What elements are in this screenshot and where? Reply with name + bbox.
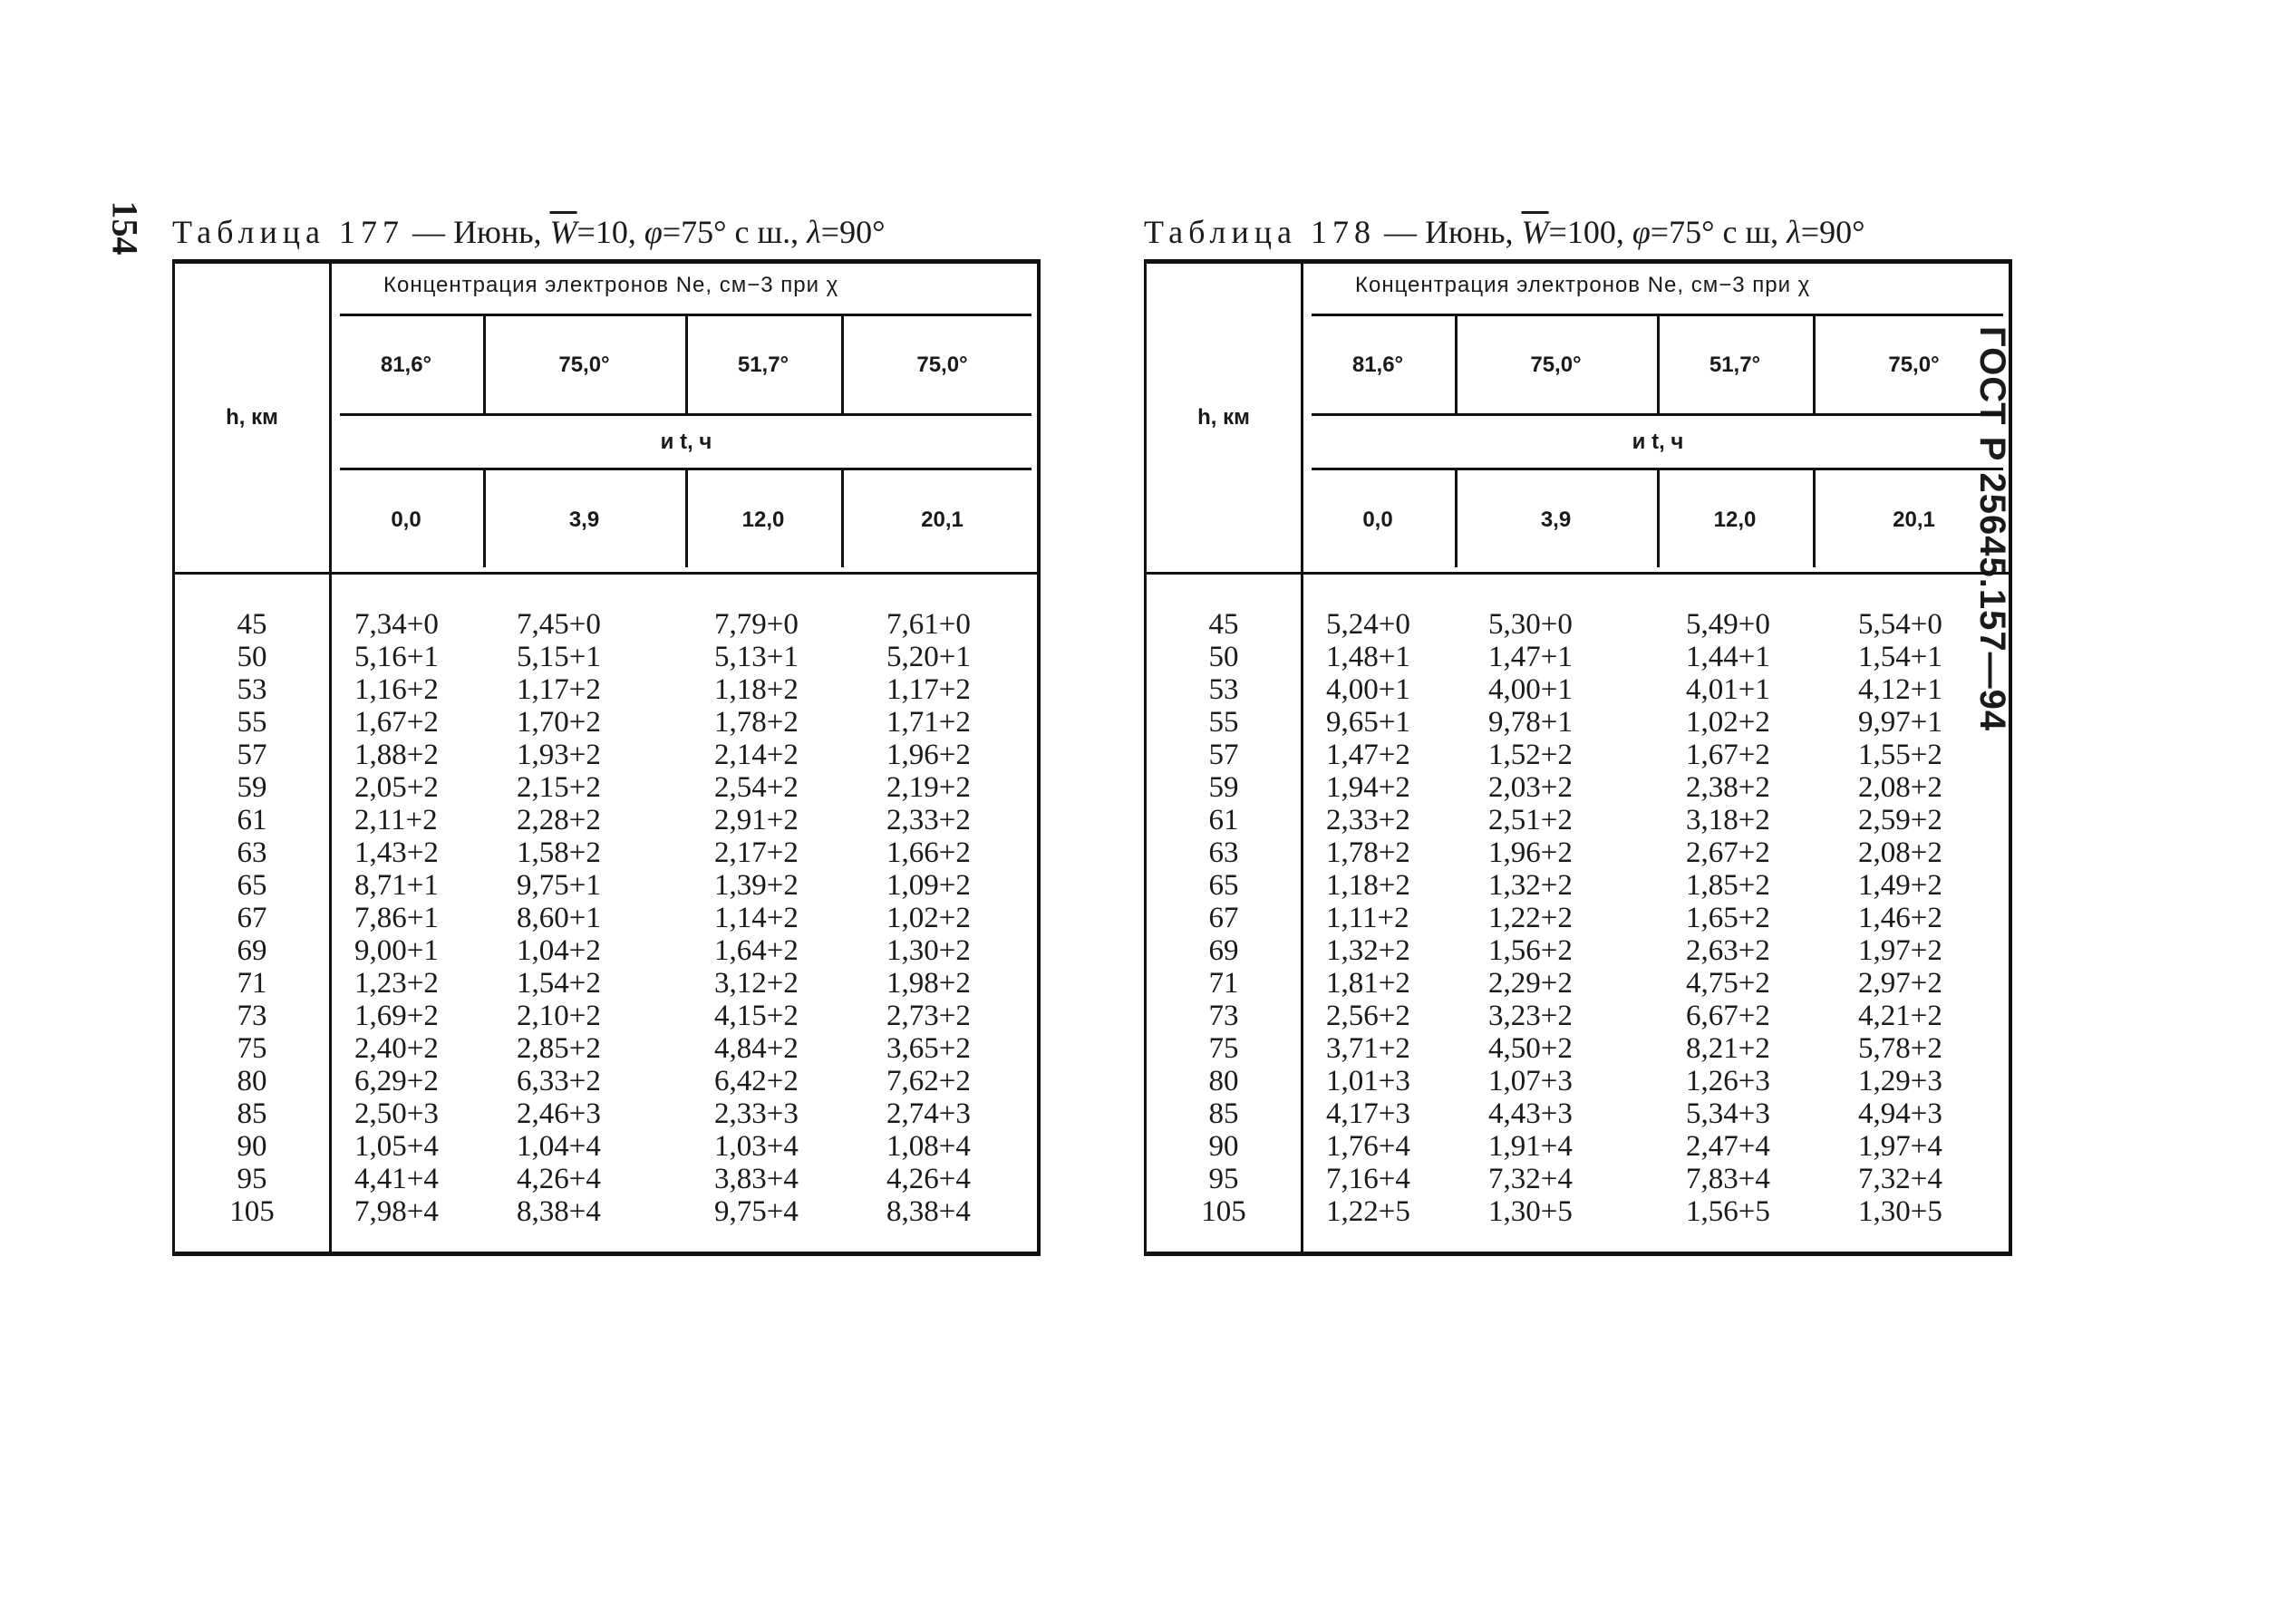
h-value: 45 bbox=[237, 608, 267, 641]
h-value: 65 bbox=[237, 869, 267, 902]
ne-value: 8,71+1 bbox=[354, 869, 439, 902]
ne-value: 2,85+2 bbox=[517, 1032, 601, 1065]
table-title-prefix: Таблица 177 bbox=[172, 214, 404, 250]
ne-value: 5,13+1 bbox=[714, 641, 799, 673]
ne-value: 7,98+4 bbox=[354, 1195, 439, 1228]
ne-value: 7,83+4 bbox=[1686, 1163, 1770, 1195]
chi-value: 51,7° bbox=[737, 352, 789, 377]
lambda-symbol: λ bbox=[1787, 214, 1801, 250]
ne-value: 5,49+0 bbox=[1686, 608, 1770, 641]
ne-value: 1,69+2 bbox=[354, 1000, 439, 1032]
ne-value: 6,33+2 bbox=[517, 1065, 601, 1097]
h-value: 61 bbox=[237, 804, 267, 836]
ne-value: 5,16+1 bbox=[354, 641, 439, 673]
h-value: 50 bbox=[237, 641, 267, 673]
h-value: 57 bbox=[237, 739, 267, 771]
ne-value: 1,26+3 bbox=[1686, 1065, 1770, 1097]
h-value: 61 bbox=[1208, 804, 1239, 836]
time-value: 0,0 bbox=[391, 508, 421, 532]
ne-value: 1,85+2 bbox=[1686, 869, 1770, 902]
header-bottom-rule bbox=[1147, 572, 2009, 575]
h-value: 95 bbox=[1208, 1163, 1239, 1195]
lambda-value: =90° bbox=[820, 214, 886, 250]
ne-value: 4,50+2 bbox=[1488, 1032, 1573, 1065]
ne-value: 1,07+3 bbox=[1488, 1065, 1573, 1097]
ne-value: 1,97+2 bbox=[1858, 934, 1942, 967]
ne-value: 1,66+2 bbox=[886, 836, 971, 869]
h-value: 63 bbox=[237, 836, 267, 869]
ne-value: 2,74+3 bbox=[886, 1097, 971, 1130]
ne-value: 1,55+2 bbox=[1858, 739, 1942, 771]
ne-value: 1,91+4 bbox=[1488, 1130, 1573, 1163]
h-values-column bbox=[175, 608, 329, 1228]
ne-value: 1,49+2 bbox=[1858, 869, 1942, 902]
ne-value: 5,15+1 bbox=[517, 641, 601, 673]
time-value: 12,0 bbox=[1713, 508, 1757, 532]
ne-value: 5,30+0 bbox=[1488, 608, 1573, 641]
h-value: 65 bbox=[1208, 869, 1239, 902]
h-header: h, км bbox=[226, 405, 278, 430]
w-symbol: $\overline{W}$ bbox=[549, 214, 577, 250]
ne-value: 2,33+2 bbox=[886, 804, 971, 836]
h-values-column bbox=[1147, 608, 1301, 1228]
ne-value: 1,01+3 bbox=[1326, 1065, 1410, 1097]
ne-value: 1,70+2 bbox=[517, 706, 601, 739]
ne-value: 1,22+2 bbox=[1488, 902, 1573, 934]
ne-value: 2,40+2 bbox=[354, 1032, 439, 1065]
ne-value: 5,34+3 bbox=[1686, 1097, 1770, 1130]
ne-value: 2,51+2 bbox=[1488, 804, 1573, 836]
h-value: 45 bbox=[1208, 608, 1239, 641]
ne-value: 1,11+2 bbox=[1326, 902, 1409, 934]
ne-value: 2,08+2 bbox=[1858, 836, 1942, 869]
ne-value: 2,56+2 bbox=[1326, 1000, 1410, 1032]
ne-value: 1,94+2 bbox=[1326, 771, 1410, 804]
lambda-symbol: λ bbox=[807, 214, 821, 250]
ne-value: 1,78+2 bbox=[1326, 836, 1410, 869]
time-value: 20,1 bbox=[1893, 508, 1935, 532]
ne-value: 7,32+4 bbox=[1858, 1163, 1942, 1195]
ne-value: 1,96+2 bbox=[1488, 836, 1573, 869]
h-value: 67 bbox=[1208, 902, 1239, 934]
ne-value: 9,65+1 bbox=[1326, 706, 1410, 739]
ne-value: 1,30+5 bbox=[1488, 1195, 1573, 1228]
ne-value: 1,22+5 bbox=[1326, 1195, 1410, 1228]
ne-value: 2,73+2 bbox=[886, 1000, 971, 1032]
ne-value: 3,83+4 bbox=[714, 1163, 799, 1195]
ne-value: 2,47+4 bbox=[1686, 1130, 1770, 1163]
chi-value: 75,0° bbox=[1530, 352, 1582, 377]
ne-value: 2,97+2 bbox=[1858, 967, 1942, 1000]
ne-value: 4,01+1 bbox=[1686, 673, 1770, 706]
h-value: 75 bbox=[1208, 1032, 1239, 1065]
ne-value: 4,12+1 bbox=[1858, 673, 1942, 706]
page-number: 154 bbox=[104, 200, 146, 256]
ne-value: 3,71+2 bbox=[1326, 1032, 1410, 1065]
ne-value: 1,09+2 bbox=[886, 869, 971, 902]
h-value: 50 bbox=[1208, 641, 1239, 673]
ne-value: 1,17+2 bbox=[517, 673, 601, 706]
ne-value: 2,63+2 bbox=[1686, 934, 1770, 967]
h-value: 73 bbox=[237, 1000, 267, 1032]
table-title-month: — Июнь, bbox=[403, 214, 550, 250]
ne-value: 4,43+3 bbox=[1488, 1097, 1573, 1130]
ne-value: 8,21+2 bbox=[1686, 1032, 1770, 1065]
ne-value: 1,08+4 bbox=[886, 1130, 971, 1163]
h-value: 95 bbox=[237, 1163, 267, 1195]
ne-value: 1,30+2 bbox=[886, 934, 971, 967]
ne-value: 1,16+2 bbox=[354, 673, 439, 706]
ne-value: 4,41+4 bbox=[354, 1163, 439, 1195]
ne-value: 2,03+2 bbox=[1488, 771, 1573, 804]
ne-value: 9,75+4 bbox=[714, 1195, 799, 1228]
h-value: 80 bbox=[237, 1065, 267, 1097]
chi-value: 75,0° bbox=[558, 352, 610, 377]
ne-value: 1,96+2 bbox=[886, 739, 971, 771]
ne-value: 1,97+4 bbox=[1858, 1130, 1942, 1163]
ne-value: 1,98+2 bbox=[886, 967, 971, 1000]
table-178 bbox=[1144, 210, 2014, 1256]
time-value: 0,0 bbox=[1362, 508, 1393, 532]
phi-value: =75° с ш., bbox=[662, 214, 808, 250]
h-value: 71 bbox=[237, 967, 267, 1000]
ne-value: 2,67+2 bbox=[1686, 836, 1770, 869]
chi-value: 75,0° bbox=[1888, 352, 1940, 377]
ne-value: 1,48+1 bbox=[1326, 641, 1410, 673]
ne-value: 7,45+0 bbox=[517, 608, 601, 641]
h-value: 90 bbox=[237, 1130, 267, 1163]
ne-value: 7,16+4 bbox=[1326, 1163, 1410, 1195]
ne-value: 1,17+2 bbox=[886, 673, 971, 706]
ne-value: 8,38+4 bbox=[886, 1195, 971, 1228]
ne-value: 2,14+2 bbox=[714, 739, 799, 771]
ne-value: 1,76+4 bbox=[1326, 1130, 1410, 1163]
ne-value: 1,02+2 bbox=[1686, 706, 1770, 739]
ne-value: 2,46+3 bbox=[517, 1097, 601, 1130]
table-177 bbox=[172, 210, 1042, 1256]
ne-value: 1,04+2 bbox=[517, 934, 601, 967]
ne-value: 9,97+1 bbox=[1858, 706, 1942, 739]
ne-value: 4,26+4 bbox=[517, 1163, 601, 1195]
h-value: 85 bbox=[1208, 1097, 1239, 1130]
ne-value: 2,10+2 bbox=[517, 1000, 601, 1032]
ne-value: 1,32+2 bbox=[1488, 869, 1573, 902]
ne-value: 8,60+1 bbox=[517, 902, 601, 934]
ne-value: 1,78+2 bbox=[714, 706, 799, 739]
ne-value: 7,32+4 bbox=[1488, 1163, 1573, 1195]
h-value: 53 bbox=[1208, 673, 1239, 706]
table-title-prefix: Таблица 178 bbox=[1144, 214, 1376, 250]
ne-value: 4,94+3 bbox=[1858, 1097, 1942, 1130]
h-value: 55 bbox=[1208, 706, 1239, 739]
ne-value: 1,23+2 bbox=[354, 967, 439, 1000]
time-value: 20,1 bbox=[921, 508, 964, 532]
ne-value: 1,47+1 bbox=[1488, 641, 1573, 673]
chi-value: 81,6° bbox=[380, 352, 432, 377]
ne-value: 1,71+2 bbox=[886, 706, 971, 739]
h-value: 85 bbox=[237, 1097, 267, 1130]
ne-values-column bbox=[517, 608, 601, 1228]
ne-value: 2,17+2 bbox=[714, 836, 799, 869]
ne-value: 2,08+2 bbox=[1858, 771, 1942, 804]
h-value: 69 bbox=[1208, 934, 1239, 967]
ne-values-column bbox=[1488, 608, 1573, 1228]
lambda-value: =90° bbox=[1800, 214, 1865, 250]
h-value: 67 bbox=[237, 902, 267, 934]
ne-value: 9,00+1 bbox=[354, 934, 439, 967]
ne-value: 7,86+1 bbox=[354, 902, 439, 934]
ne-value: 7,61+0 bbox=[886, 608, 971, 641]
phi-symbol: φ bbox=[1632, 214, 1651, 250]
h-value: 57 bbox=[1208, 739, 1239, 771]
ne-value: 2,54+2 bbox=[714, 771, 799, 804]
h-value: 90 bbox=[1208, 1130, 1239, 1163]
ne-value: 5,54+0 bbox=[1858, 608, 1942, 641]
ne-value: 2,19+2 bbox=[886, 771, 971, 804]
w-value: =10, bbox=[576, 214, 644, 250]
table-title bbox=[172, 210, 1042, 254]
ne-value: 7,34+0 bbox=[354, 608, 439, 641]
gost-code: ГОСТ Р 25645.157—94 bbox=[1972, 326, 2012, 732]
ne-value: 1,14+2 bbox=[714, 902, 799, 934]
ne-value: 3,12+2 bbox=[714, 967, 799, 1000]
ne-value: 1,54+1 bbox=[1858, 641, 1942, 673]
ne-value: 4,21+2 bbox=[1858, 1000, 1942, 1032]
ne-value: 1,05+4 bbox=[354, 1130, 439, 1163]
ne-value: 4,84+2 bbox=[714, 1032, 799, 1065]
ne-value: 5,78+2 bbox=[1858, 1032, 1942, 1065]
ne-value: 5,20+1 bbox=[886, 641, 971, 673]
ne-value: 1,56+2 bbox=[1488, 934, 1573, 967]
ne-value: 2,29+2 bbox=[1488, 967, 1573, 1000]
chi-value: 81,6° bbox=[1351, 352, 1404, 377]
ne-value: 3,23+2 bbox=[1488, 1000, 1573, 1032]
ne-value: 1,88+2 bbox=[354, 739, 439, 771]
ne-value: 4,00+1 bbox=[1326, 673, 1410, 706]
ne-values-column bbox=[714, 608, 799, 1228]
ne-value: 1,47+2 bbox=[1326, 739, 1410, 771]
chi-value: 75,0° bbox=[916, 352, 968, 377]
h-value: 105 bbox=[1201, 1195, 1246, 1228]
time-caption: и t, ч bbox=[1632, 429, 1684, 454]
phi-value: =75° с ш, bbox=[1650, 214, 1787, 250]
ne-value: 1,44+1 bbox=[1686, 641, 1770, 673]
table-grid bbox=[172, 259, 1041, 1256]
ne-value: 1,32+2 bbox=[1326, 934, 1410, 967]
h-value: 55 bbox=[237, 706, 267, 739]
h-value: 63 bbox=[1208, 836, 1239, 869]
phi-symbol: φ bbox=[644, 214, 663, 250]
ne-value: 2,11+2 bbox=[354, 804, 438, 836]
h-value: 75 bbox=[237, 1032, 267, 1065]
ne-value: 1,29+3 bbox=[1858, 1065, 1942, 1097]
ne-value: 6,42+2 bbox=[714, 1065, 799, 1097]
ne-values-column bbox=[1858, 608, 1942, 1228]
ne-value: 1,56+5 bbox=[1686, 1195, 1770, 1228]
ne-value: 4,26+4 bbox=[886, 1163, 971, 1195]
ne-value: 1,46+2 bbox=[1858, 902, 1942, 934]
time-value: 3,9 bbox=[1540, 508, 1572, 532]
h-value: 59 bbox=[237, 771, 267, 804]
h-value: 71 bbox=[1208, 967, 1239, 1000]
ne-value: 1,18+2 bbox=[714, 673, 799, 706]
ne-value: 6,29+2 bbox=[354, 1065, 439, 1097]
ne-value: 9,75+1 bbox=[517, 869, 601, 902]
w-symbol: $\overline{W}$ bbox=[1521, 214, 1549, 250]
ne-value: 1,18+2 bbox=[1326, 869, 1410, 902]
time-caption: и t, ч bbox=[660, 429, 712, 454]
ne-value: 1,52+2 bbox=[1488, 739, 1573, 771]
concentration-caption: Концентрация электронов Ne, см−3 при χ bbox=[1355, 273, 1811, 297]
ne-value: 1,64+2 bbox=[714, 934, 799, 967]
header-bottom-rule bbox=[175, 572, 1037, 575]
ne-value: 7,79+0 bbox=[714, 608, 799, 641]
h-value: 105 bbox=[229, 1195, 275, 1228]
ne-value: 2,59+2 bbox=[1858, 804, 1942, 836]
time-value: 3,9 bbox=[568, 508, 600, 532]
h-header: h, км bbox=[1197, 405, 1250, 430]
ne-value: 1,04+4 bbox=[517, 1130, 601, 1163]
h-value: 80 bbox=[1208, 1065, 1239, 1097]
ne-value: 4,17+3 bbox=[1326, 1097, 1410, 1130]
ne-value: 2,50+3 bbox=[354, 1097, 439, 1130]
h-value: 53 bbox=[237, 673, 267, 706]
ne-value: 4,00+1 bbox=[1488, 673, 1573, 706]
ne-value: 1,67+2 bbox=[354, 706, 439, 739]
h-value: 73 bbox=[1208, 1000, 1239, 1032]
ne-value: 1,03+4 bbox=[714, 1130, 799, 1163]
chi-value: 51,7° bbox=[1709, 352, 1761, 377]
ne-value: 9,78+1 bbox=[1488, 706, 1573, 739]
ne-value: 2,91+2 bbox=[714, 804, 799, 836]
ne-value: 5,24+0 bbox=[1326, 608, 1410, 641]
ne-value: 1,39+2 bbox=[714, 869, 799, 902]
w-value: =100, bbox=[1548, 214, 1632, 250]
ne-value: 1,65+2 bbox=[1686, 902, 1770, 934]
ne-value: 1,81+2 bbox=[1326, 967, 1410, 1000]
ne-value: 8,38+4 bbox=[517, 1195, 601, 1228]
time-value: 12,0 bbox=[741, 508, 785, 532]
ne-value: 2,38+2 bbox=[1686, 771, 1770, 804]
ne-value: 3,18+2 bbox=[1686, 804, 1770, 836]
ne-values-column bbox=[1326, 608, 1410, 1228]
ne-value: 1,54+2 bbox=[517, 967, 601, 1000]
ne-values-column bbox=[1686, 608, 1770, 1228]
ne-value: 2,33+2 bbox=[1326, 804, 1410, 836]
ne-value: 1,43+2 bbox=[354, 836, 439, 869]
ne-value: 4,75+2 bbox=[1686, 967, 1770, 1000]
table-grid bbox=[1144, 259, 2012, 1256]
ne-value: 3,65+2 bbox=[886, 1032, 971, 1065]
h-value: 69 bbox=[237, 934, 267, 967]
ne-value: 1,58+2 bbox=[517, 836, 601, 869]
ne-value: 4,15+2 bbox=[714, 1000, 799, 1032]
ne-value: 7,62+2 bbox=[886, 1065, 971, 1097]
ne-value: 2,05+2 bbox=[354, 771, 439, 804]
ne-value: 6,67+2 bbox=[1686, 1000, 1770, 1032]
ne-values-column bbox=[354, 608, 439, 1228]
ne-values-column bbox=[886, 608, 971, 1228]
table-title bbox=[1144, 210, 2014, 254]
ne-value: 1,93+2 bbox=[517, 739, 601, 771]
h-value: 59 bbox=[1208, 771, 1239, 804]
concentration-caption: Концентрация электронов Ne, см−3 при χ bbox=[383, 273, 839, 297]
ne-value: 1,67+2 bbox=[1686, 739, 1770, 771]
ne-value: 1,02+2 bbox=[886, 902, 971, 934]
ne-value: 2,33+3 bbox=[714, 1097, 799, 1130]
table-title-month: — Июнь, bbox=[1375, 214, 1522, 250]
ne-value: 2,15+2 bbox=[517, 771, 601, 804]
ne-value: 1,30+5 bbox=[1858, 1195, 1942, 1228]
ne-value: 2,28+2 bbox=[517, 804, 601, 836]
